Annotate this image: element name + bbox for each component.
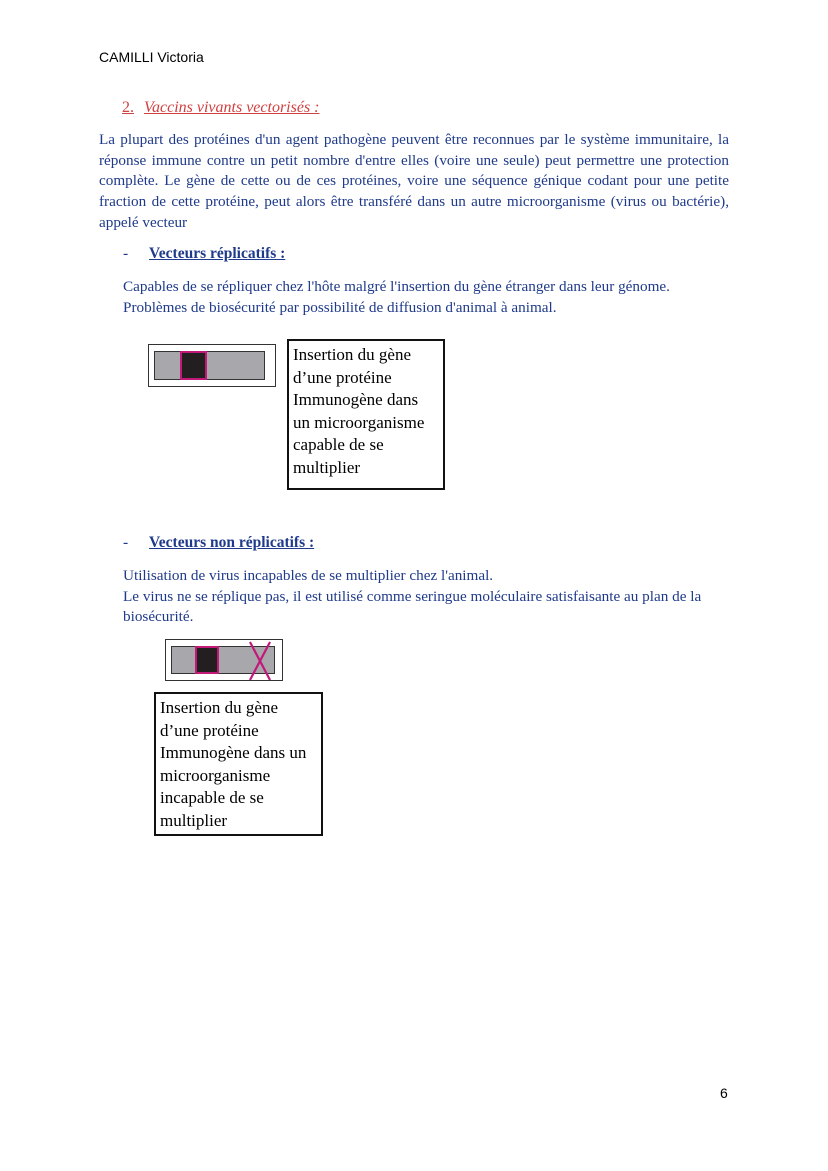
non-replicative-text	[123, 566, 733, 628]
page-number: 6	[720, 1085, 728, 1101]
non-replicative-line-1: Utilisation de virus incapables de se multiplier chez l'animal.	[123, 567, 494, 584]
bullet-replicative	[123, 245, 285, 263]
bullet-dash: -	[123, 534, 129, 551]
replicative-line-1: Capables de se répliquer chez l'hôte malgré l'insertion du gène étranger dans leur génome.	[123, 278, 670, 295]
caption-line: d’une protéine	[160, 720, 259, 740]
caption-line: un microorganisme	[293, 412, 425, 432]
caption-line: incapable de se	[160, 788, 264, 807]
caption-line: multiplier	[293, 457, 361, 477]
caption-line: capable de se	[293, 435, 384, 454]
caption-line: Immunogène dans	[293, 390, 419, 409]
caption-line: multiplier	[160, 810, 228, 830]
caption-line: Insertion du gène	[293, 345, 412, 364]
vector-genome-bar	[154, 351, 265, 380]
caption-line: Insertion du gène	[160, 698, 279, 717]
author-header: CAMILLI Victoria	[99, 49, 204, 65]
bullet-non-replicative	[123, 534, 314, 552]
section-number: 2.	[122, 99, 134, 116]
non-replicative-caption-box	[154, 692, 323, 836]
bullet-label-replicative: Vecteurs réplicatifs :	[149, 245, 286, 262]
caption-line: microorganisme	[160, 765, 271, 785]
caption-line: d’une protéine	[293, 367, 392, 387]
non-replicative-line-2: Le virus ne se réplique pas, il est utilisé comme seringue moléculaire satisfaisante au plan de la biosécurité.	[123, 587, 702, 625]
deleted-gene-cross-icon	[244, 640, 276, 682]
section-title-text: Vaccins vivants vectorisés :	[144, 99, 320, 116]
caption-line: Immunogène dans un	[160, 743, 307, 762]
section-title	[122, 99, 320, 117]
replicative-caption-box	[287, 339, 445, 490]
bullet-label-non-replicative: Vecteurs non réplicatifs :	[149, 534, 315, 551]
bullet-dash: -	[123, 245, 129, 262]
replicative-line-2: Problèmes de biosécurité par possibilité de diffusion d'animal à animal.	[123, 298, 557, 316]
inserted-gene	[180, 351, 207, 380]
replicative-text	[123, 277, 733, 318]
inserted-gene	[195, 646, 219, 674]
intro-paragraph: La plupart des protéines d'un agent pathogène peuvent être reconnues par le système immunitaire, la réponse immune contre un petit nombre d'entre elles (voire une seule) peut permettre une protection complète. Le gène de cette ou de ces protéines, voire une séquence génique codant pour une petite fraction de cette protéine, peut alors être transféré dans un autre microorganisme (virus ou bactérie), appelé vecteur	[99, 131, 729, 231]
